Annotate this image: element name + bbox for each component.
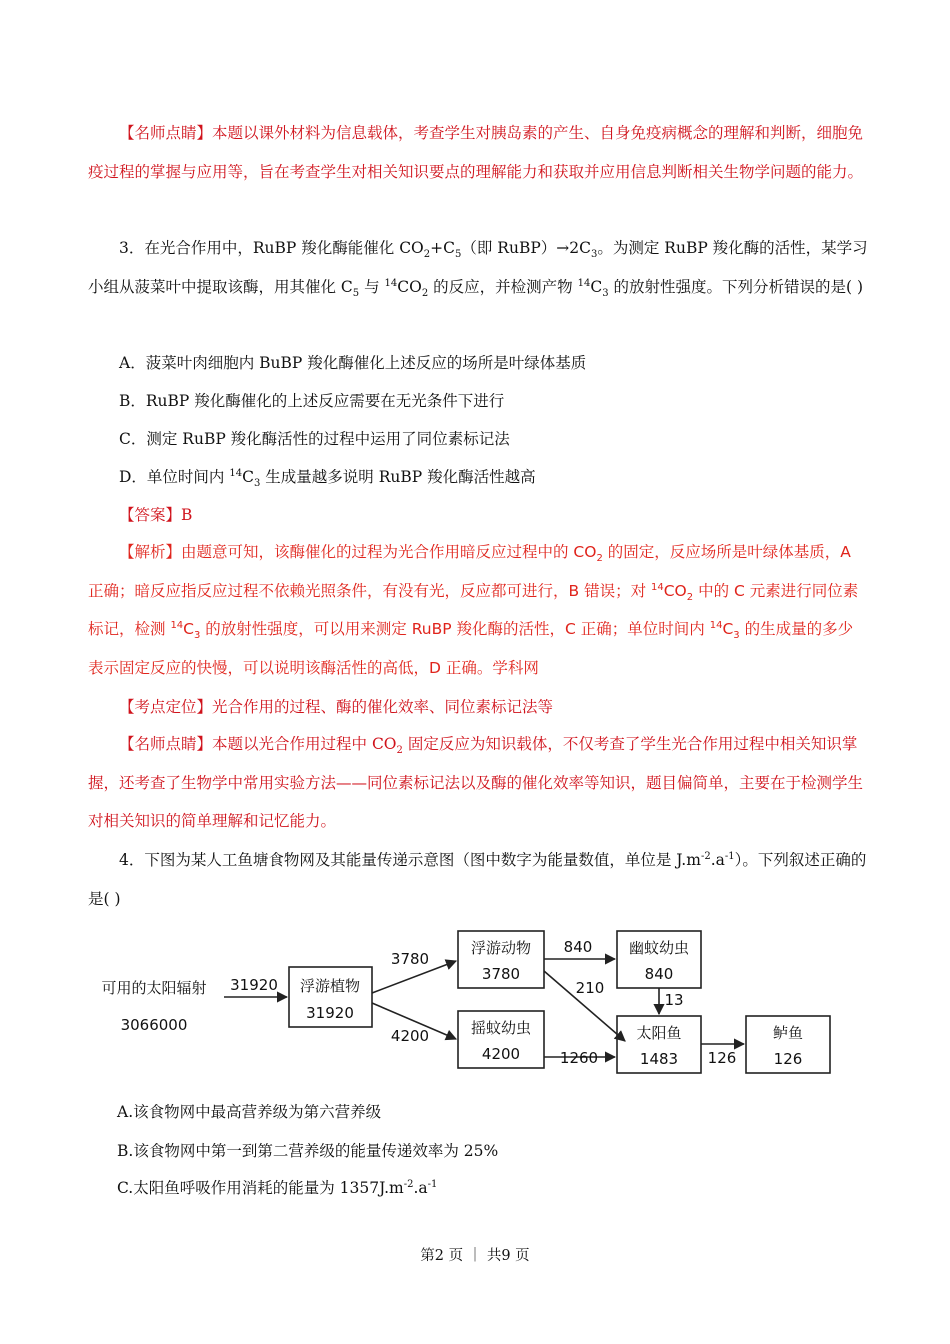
- q4-option-c-text: C.太阳鱼呼吸作用消耗的能量为 1357J.m: [117, 1179, 404, 1197]
- q3-stem-text: CO: [397, 277, 422, 296]
- teacher-note-text: 本题以课外材料为信息载体，考查学生对胰岛素的产生、自身免疫病概念的理解和判断，细胞免疫过程的掌握与应用等，旨在考查学生对相关知识要点的理解能力和获取并应用信息判断相关生物学问题的能力。: [88, 124, 864, 181]
- q4-option-b: B.该食物网中第一到第二营养级的能量传递效率为 25%: [117, 1142, 499, 1160]
- q4-stem-text: .a: [710, 851, 725, 869]
- q4-stem-text: 4．下图为某人工鱼塘食物网及其能量传递示意图（图中数字为能量数值，单位是 J.m: [119, 851, 701, 869]
- superscript: 14: [709, 619, 723, 631]
- q3-option-c: C．测定 RuBP 羧化酶活性的过程中运用了同位素标记法: [119, 430, 510, 448]
- q3-stem-text: 与: [359, 277, 385, 296]
- q4-option-c-text: .a: [413, 1179, 428, 1197]
- node-mosq-value: 840: [644, 965, 674, 983]
- q3-stem-text: +C: [430, 239, 455, 257]
- analysis-text: C: [183, 620, 194, 638]
- node-perch-label: 鲈鱼: [772, 1024, 804, 1042]
- superscript: -2: [403, 1178, 414, 1190]
- question-4-stem: [88, 841, 868, 918]
- edge-label-phyto-larva: 4200: [390, 1027, 430, 1045]
- teacher-note-paragraph: [88, 114, 868, 191]
- analysis-text: 中的 C 元素进行同位素标记，检测: [88, 581, 859, 638]
- node-zoo-value: 3780: [481, 965, 521, 983]
- q3-stem-text: （即 RuBP）→2C: [461, 239, 591, 257]
- subscript: 5: [352, 287, 360, 299]
- superscript: -2: [700, 850, 711, 862]
- analysis-text: 的生成量的多少表示固定反应的快慢，可以说明该酶活性的高低，D 正确。学科网: [88, 620, 854, 677]
- superscript: 14: [577, 277, 591, 289]
- q3-analysis: [88, 533, 868, 687]
- q3-stem-text: 的反应，并检测产物: [428, 277, 578, 296]
- q4-option-c: [117, 1176, 437, 1198]
- superscript: -1: [724, 850, 735, 862]
- node-sunfish-label: 太阳鱼: [636, 1024, 682, 1042]
- q3-answer: 【答案】B: [119, 506, 193, 524]
- edge-label-src-phyto: 31920: [230, 976, 278, 994]
- subscript: 2: [686, 591, 694, 603]
- q3-option-b: B．RuBP 羧化酶催化的上述反应需要在无光条件下进行: [119, 392, 505, 410]
- node-zoo-label: 浮游动物: [470, 939, 532, 957]
- analysis-text: CO: [663, 581, 687, 600]
- q3-option-d-text: C: [242, 468, 254, 486]
- superscript: 14: [651, 581, 664, 593]
- teacher-note-tag: 【名师点睛】: [119, 124, 213, 142]
- node-sunfish-value: 1483: [639, 1050, 679, 1068]
- q3-stem-text: ): [852, 277, 864, 296]
- kaodian-text: 光合作用的过程、酶的催化效率、同位素标记法等: [212, 698, 554, 716]
- q4-option-a: A.该食物网中最高营养级为第六营养级: [117, 1103, 382, 1121]
- page-footer: 第2 页 ｜ 共9 页: [420, 1248, 530, 1264]
- subscript: 2: [421, 287, 429, 299]
- q4-stem-text: ）。下列叙述正确的是( ): [88, 851, 867, 908]
- subscript: 2: [396, 745, 403, 757]
- superscript: 14: [384, 277, 398, 289]
- q3-option-d-text: D．单位时间内: [119, 468, 230, 486]
- subscript: 3: [733, 630, 740, 642]
- teacher-note-text: 本题以光合作用过程中 CO: [212, 735, 397, 753]
- analysis-text: C: [722, 620, 734, 638]
- subscript: 5: [455, 249, 462, 261]
- q3-option-d-text: 生成量越多说明 RuBP 羧化酶活性越高: [260, 468, 536, 486]
- node-perch-value: 126: [773, 1050, 803, 1068]
- analysis-text: 【解析】由题意可知，该酶催化的过程为光合作用暗反应过程中的 CO: [119, 543, 597, 561]
- subscript: 3: [253, 478, 261, 490]
- superscript: -1: [427, 1178, 438, 1190]
- superscript: 14: [229, 467, 243, 479]
- subscript: 3: [590, 249, 598, 261]
- analysis-text: 的放射性强度，可以用来测定 RuBP 羧化酶的活性，C 正确；单位时间内: [200, 620, 710, 638]
- source-value: 3066000: [120, 1016, 188, 1034]
- node-phyto-value: 31920: [306, 1004, 354, 1022]
- question-3-stem: [88, 229, 868, 306]
- subscript: 2: [423, 249, 431, 261]
- q3-stem-text: 3．在光合作用中，RuBP 羧化酶能催化 CO: [119, 239, 424, 257]
- node-larva-label: 摇蚊幼虫: [470, 1019, 532, 1037]
- node-phyto-label: 浮游植物: [299, 977, 361, 995]
- edge-label-sunfish-perch: 126: [707, 1049, 737, 1067]
- subscript: 3: [194, 630, 201, 642]
- edge-label-zoo-mosq: 840: [563, 938, 593, 956]
- q3-stem-text: C: [590, 277, 603, 296]
- edge-label-mosq-sunfish: 13: [664, 991, 684, 1009]
- q3-kaodian: [119, 695, 553, 717]
- subscript: 2: [596, 553, 603, 565]
- edge-label-larva-sunfish: 1260: [559, 1049, 599, 1067]
- q3-option-a: A．菠菜叶肉细胞内 BuBP 羧化酶催化上述反应的场所是叶绿体基质: [119, 354, 587, 372]
- analysis-text: 的固定，反应场所是叶绿体基质，A 正确；暗反应指反应过程不依赖光照条件，有没有光，反应都可进行，B 错误；对: [88, 543, 851, 600]
- teacher-note-tag: 【名师点睛】: [119, 735, 213, 753]
- edge-label-phyto-zoo: 3780: [390, 950, 430, 968]
- kaodian-tag: 【考点定位】: [119, 698, 213, 716]
- subscript: 3: [602, 287, 609, 299]
- q3-stem-text: 的放射性强度。下列分析错误的是(: [608, 277, 853, 296]
- node-larva-value: 4200: [481, 1045, 521, 1063]
- teacher-note-text: 固定反应为知识载体，不仅考查了学生光合作用过程中相关知识掌握，还考查了生物学中常用实验方法——同位素标记法以及酶的催化效率等知识，题目偏简单，主要在于检测学生对相关知识的简单理解和记忆能力。: [88, 735, 864, 830]
- food-web-diagram: [88, 923, 840, 1083]
- edge-label-zoo-sunfish: 210: [575, 979, 605, 997]
- superscript: 14: [170, 619, 184, 631]
- q3-teacher-note: [88, 725, 868, 841]
- q3-option-d: [119, 465, 536, 490]
- source-label: 可用的太阳辐射: [101, 979, 207, 997]
- node-mosq-label: 幽蚊幼虫: [628, 939, 690, 957]
- q3-stem-text: 。为测定 RuBP 羧化酶的活性，某学习小组从菠菜叶中提取该酶，用其催化 C: [88, 239, 868, 296]
